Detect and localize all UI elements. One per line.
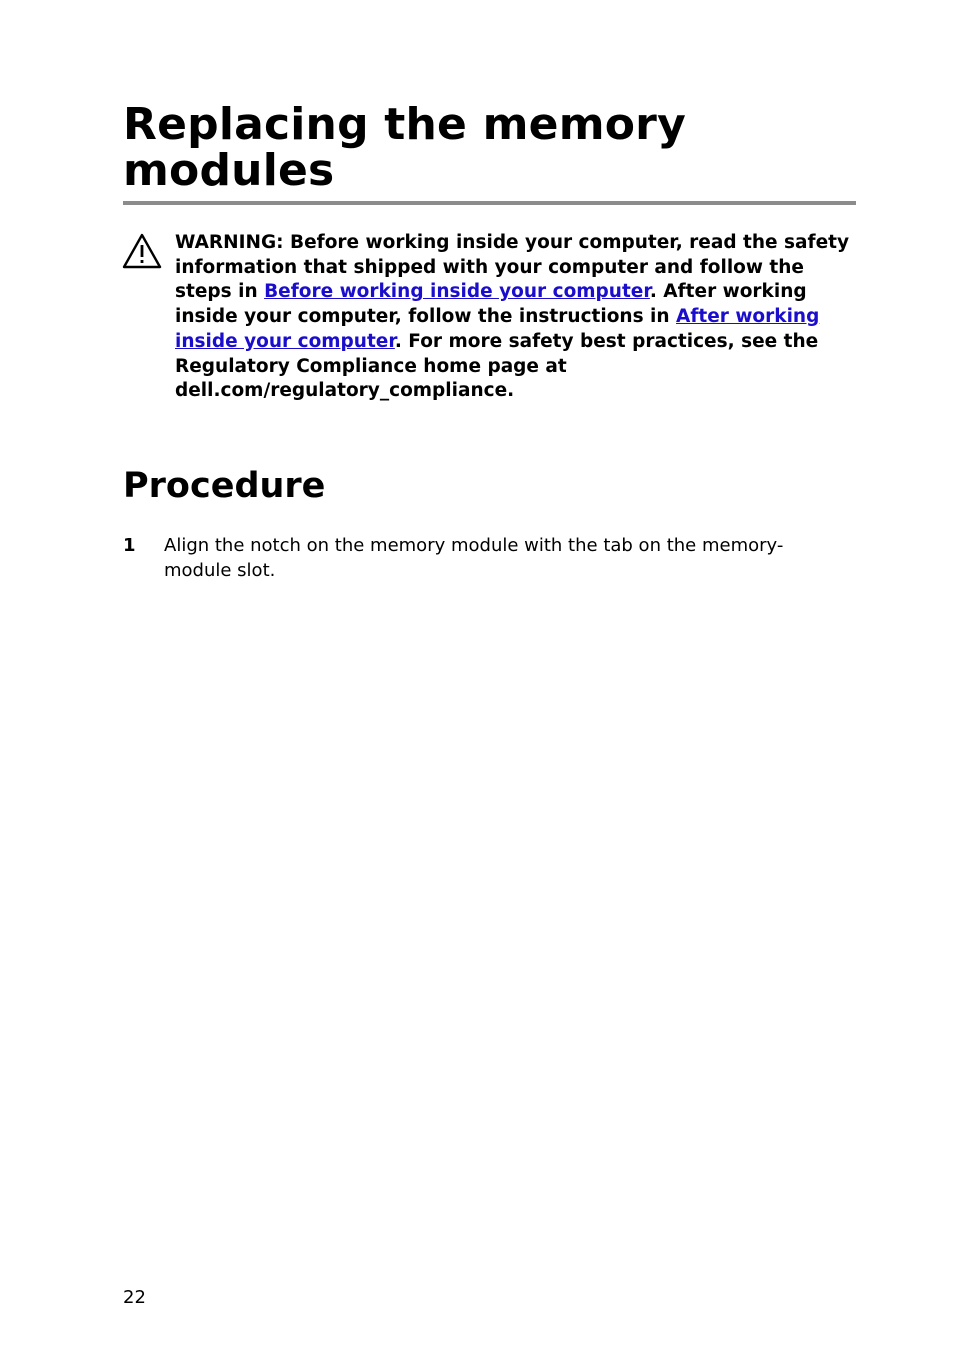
warning-text-part1: WARNING: Before working inside your computer, read the safety information that shipped with your computer and follow the steps in bbox=[175, 232, 850, 303]
title-divider bbox=[123, 201, 856, 205]
warning-text-part3: . For more safety best practices, see the Regulatory Compliance home page at dell.com/regulatory_compliance. bbox=[175, 330, 819, 402]
before-working-link[interactable]: Before working inside your computer bbox=[264, 281, 650, 303]
page-title bbox=[123, 99, 863, 196]
warning-text-part2: . After working inside your computer, follow the instructions in bbox=[175, 281, 807, 328]
step-number: 1 bbox=[123, 535, 136, 556]
page-number: 22 bbox=[123, 1287, 146, 1308]
page-title-line2: modules bbox=[123, 145, 335, 196]
after-working-link[interactable]: After working inside your computer bbox=[175, 306, 820, 352]
step-text: Align the notch on the memory module with the tab on the memory-module slot. bbox=[164, 535, 784, 581]
procedure-heading: Procedure bbox=[123, 466, 326, 506]
warning-message bbox=[175, 231, 855, 404]
warning-triangle-icon bbox=[122, 233, 162, 269]
page-title-line1: Replacing the memory bbox=[123, 99, 686, 150]
